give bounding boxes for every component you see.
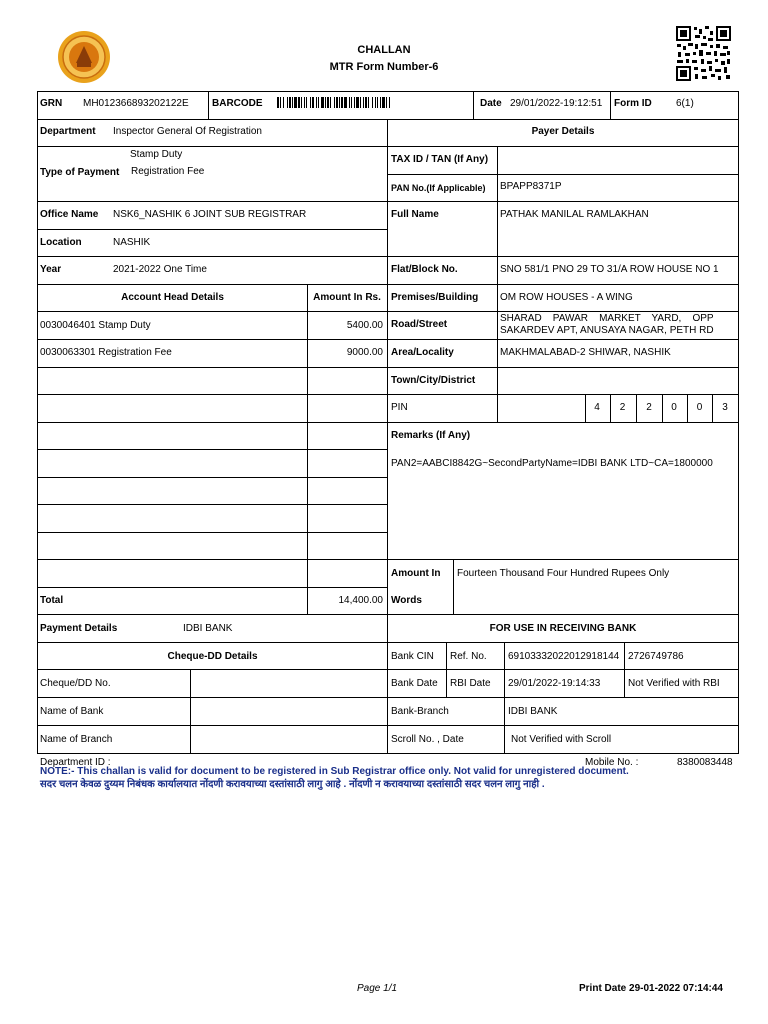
receiving-bank-header: FOR USE IN RECEIVING BANK: [489, 623, 637, 634]
validity-note: NOTE:- This challan is valid for document to be registered in Sub Registrar office only. Not valid for unregistered document.: [40, 766, 629, 777]
grid-line: [37, 449, 388, 450]
scroll-no-value: Not Verified with Scroll: [511, 734, 612, 745]
grid-line: [37, 394, 388, 395]
barcode-bar: [321, 97, 324, 108]
pin-digit-6: 3: [722, 402, 728, 413]
barcode-bar: [363, 97, 364, 108]
name-of-branch-label: Name of Branch: [40, 734, 113, 745]
grid-line: [387, 284, 739, 285]
barcode-bar: [280, 97, 281, 108]
barcode-bar: [327, 97, 329, 108]
grid-line: [37, 669, 739, 670]
barcode-label: BARCODE: [212, 98, 263, 109]
grid-line: [37, 697, 739, 698]
remarks-value: PAN2=AABCI8842G~SecondPartyName=IDBI BANK LTD~CA=1800000: [391, 458, 713, 469]
grid-line: [387, 559, 739, 560]
amount-in-words-value: Fourteen Thousand Four Hundred Rupees Only: [457, 568, 670, 579]
barcode-icon: [277, 97, 461, 108]
grid-line: [387, 119, 388, 754]
barcode-bar: [325, 97, 326, 108]
grid-line: [37, 367, 388, 368]
maharashtra-seal-icon: [57, 30, 111, 84]
total-value: 14,400.00: [338, 595, 383, 606]
grid-line: [37, 642, 739, 643]
barcode-bar: [368, 97, 369, 108]
page-title: CHALLAN: [357, 44, 411, 56]
barcode-bar: [360, 97, 361, 108]
mobile-no-value: 8380083448: [677, 757, 733, 768]
grid-line: [473, 91, 474, 120]
pan-label: PAN No.(If Applicable): [391, 183, 486, 193]
area-locality-label: Area/Locality: [391, 347, 454, 358]
pin-digit-1: 4: [594, 402, 600, 413]
barcode-bar: [341, 97, 343, 108]
qr-code-icon: [675, 25, 732, 82]
tax-id-label: TAX ID / TAN (If Any): [391, 154, 489, 165]
total-label: Total: [40, 595, 64, 606]
account-row-2-head: 0030063301 Registration Fee: [40, 347, 172, 358]
department-label: Department: [40, 126, 96, 137]
mobile-no-label: Mobile No. :: [585, 757, 639, 768]
payer-details-header: Payer Details: [531, 126, 595, 137]
payment-details-label: Payment Details: [40, 623, 118, 634]
barcode-bar: [316, 97, 317, 108]
office-name-value: NSK6_NASHIK 6 JOINT SUB REGISTRAR: [113, 209, 307, 220]
year-value: 2021-2022 One Time: [113, 264, 207, 275]
barcode-bar: [389, 97, 390, 108]
barcode-bar: [312, 97, 314, 108]
pin-digit-4: 0: [671, 402, 677, 413]
grid-line: [504, 642, 505, 754]
barcode-bar: [298, 97, 300, 108]
pin-digit-5: 0: [696, 402, 703, 413]
payment-type-stamp-duty: Stamp Duty: [130, 149, 183, 160]
barcode-bar: [349, 97, 350, 108]
barcode-bar: [377, 97, 378, 108]
form-id-label: Form ID: [614, 98, 652, 109]
grid-line: [307, 284, 308, 615]
barcode-bar: [380, 97, 381, 108]
year-label: Year: [40, 264, 62, 275]
barcode-bar: [330, 97, 331, 108]
area-locality-value: MAKHMALABAD-2 SHIWAR, NASHIK: [500, 347, 671, 358]
department-value: Inspector General Of Registration: [113, 126, 262, 137]
rbi-date-label: RBI Date: [450, 678, 491, 689]
date-label: Date: [480, 98, 502, 109]
barcode-bar: [283, 97, 284, 108]
grid-line: [387, 256, 739, 257]
location-label: Location: [40, 237, 82, 248]
road-street-value-line1: SHARAD PAWAR MARKET YARD, OPP: [500, 313, 714, 324]
grid-line: [37, 532, 388, 533]
bank-branch-label: Bank-Branch: [391, 706, 449, 717]
account-head-header: Account Head Details: [121, 292, 224, 303]
pin-digit-2: 2: [619, 402, 626, 413]
grid-line: [387, 174, 739, 175]
pin-label: PIN: [391, 402, 408, 413]
road-street-value-line2: SAKARDEV APT, ANUSAYA NAGAR, PETH RD: [500, 325, 714, 336]
amount-header: Amount In Rs.: [313, 292, 381, 303]
barcode-bar: [292, 97, 293, 108]
grid-line: [37, 614, 388, 615]
pan-value: BPAPP8371P: [500, 181, 562, 192]
grid-line: [37, 256, 388, 257]
grid-line: [624, 642, 625, 698]
department-id-label: Department ID :: [40, 757, 111, 768]
scroll-no-label: Scroll No. , Date: [391, 734, 464, 745]
flat-block-label: Flat/Block No.: [391, 264, 458, 275]
barcode-bar: [277, 97, 279, 108]
grid-line: [37, 339, 388, 340]
name-of-bank-label: Name of Bank: [40, 706, 104, 717]
grid-line: [497, 256, 498, 423]
office-name-label: Office Name: [40, 209, 99, 220]
ref-no-value: 2726749786: [628, 651, 684, 662]
form-number: MTR Form Number-6: [329, 61, 439, 73]
town-city-label: Town/City/District: [391, 375, 476, 386]
date-value: 29/01/2022-19:12:51: [510, 98, 603, 109]
rbi-date-value: Not Verified with RBI: [628, 678, 720, 689]
grid-line: [37, 504, 388, 505]
location-value: NASHIK: [113, 237, 151, 248]
grid-line: [37, 725, 739, 726]
grid-line: [387, 146, 739, 147]
payment-bank-value: IDBI BANK: [183, 623, 233, 634]
grid-line: [387, 614, 739, 615]
grid-line: [37, 477, 388, 478]
grid-line: [387, 201, 739, 202]
barcode-bar: [386, 97, 387, 108]
barcode-bar: [318, 97, 319, 108]
bank-cin-value: 69103332022012918144: [508, 651, 620, 662]
page-number: Page 1/1: [357, 983, 398, 994]
grid-line: [37, 284, 388, 285]
grid-line: [37, 201, 388, 202]
account-row-2-amount: 9000.00: [346, 347, 383, 358]
account-row-1-amount: 5400.00: [346, 320, 383, 331]
grid-line: [208, 91, 209, 120]
grid-line: [497, 146, 498, 257]
full-name-value: PATHAK MANILAL RAMLAKHAN: [500, 209, 649, 220]
grid-line: [453, 559, 454, 615]
premises-label: Premises/Building: [391, 292, 479, 303]
type-of-payment-label: Type of Payment: [40, 167, 120, 178]
premises-value: OM ROW HOUSES - A WING: [500, 292, 633, 303]
grid-line: [387, 339, 739, 340]
grid-line: [37, 311, 388, 312]
barcode-bar: [301, 97, 302, 108]
grn-value: MH012366893202122E: [83, 98, 189, 109]
grid-line: [37, 753, 739, 754]
grid-line: [37, 229, 388, 230]
grid-line: [190, 669, 191, 754]
cheque-dd-header: Cheque-DD Details: [167, 651, 258, 662]
barcode-bar: [334, 97, 335, 108]
validity-note-marathi: सदर चलन केवळ दुय्यम निबंधक कार्यालयात नोंदणी करावयाच्या दस्तांसाठी लागु आहे . नोंदणी न करावयाच्या दस्तांसाठी सदर चलन लागु नाही .: [40, 779, 545, 790]
bank-branch-value: IDBI BANK: [508, 706, 558, 717]
barcode-bar: [354, 97, 355, 108]
grid-line: [37, 119, 739, 120]
flat-block-value: SNO 581/1 PNO 29 TO 31/A ROW HOUSE NO 1: [500, 264, 719, 275]
barcode-bar: [372, 97, 373, 108]
barcode-bar: [365, 97, 367, 108]
barcode-bar: [289, 97, 291, 108]
grid-line: [610, 91, 611, 120]
barcode-bar: [382, 97, 385, 108]
pin-digit-3: 2: [646, 402, 652, 413]
grn-label: GRN: [40, 98, 63, 109]
barcode-bar: [287, 97, 288, 108]
barcode-bar: [294, 97, 297, 108]
ref-no-label: Ref. No.: [450, 651, 487, 662]
grid-line: [446, 642, 447, 698]
amount-in-label: Amount In: [391, 568, 441, 579]
bank-cin-label: Bank CIN: [391, 651, 434, 662]
grid-line: [37, 146, 388, 147]
form-id-value: 6(1): [676, 98, 694, 109]
barcode-bar: [356, 97, 359, 108]
barcode-bar: [336, 97, 338, 108]
grid-line: [37, 559, 388, 560]
barcode-bar: [306, 97, 307, 108]
road-street-label: Road/Street: [391, 319, 448, 330]
account-row-1-head: 0030046401 Stamp Duty: [40, 320, 151, 331]
barcode-bar: [304, 97, 305, 108]
barcode-bar: [351, 97, 352, 108]
remarks-label: Remarks (If Any): [391, 430, 471, 441]
grid-line: [37, 587, 388, 588]
barcode-bar: [339, 97, 340, 108]
words-label: Words: [391, 595, 422, 606]
full-name-label: Full Name: [391, 209, 439, 220]
bank-date-label: Bank Date: [391, 678, 438, 689]
grid-line: [37, 91, 739, 92]
print-date: Print Date 29-01-2022 07:14:44: [579, 983, 723, 994]
cheque-dd-no-label: Cheque/DD No.: [40, 678, 111, 689]
bank-date-value: 29/01/2022-19:14:33: [508, 678, 601, 689]
grid-line: [387, 367, 739, 368]
payment-type-registration-fee: Registration Fee: [131, 166, 205, 177]
grid-line: [37, 422, 388, 423]
grid-line: [387, 311, 739, 312]
barcode-bar: [375, 97, 376, 108]
barcode-bar: [344, 97, 347, 108]
barcode-bar: [310, 97, 311, 108]
